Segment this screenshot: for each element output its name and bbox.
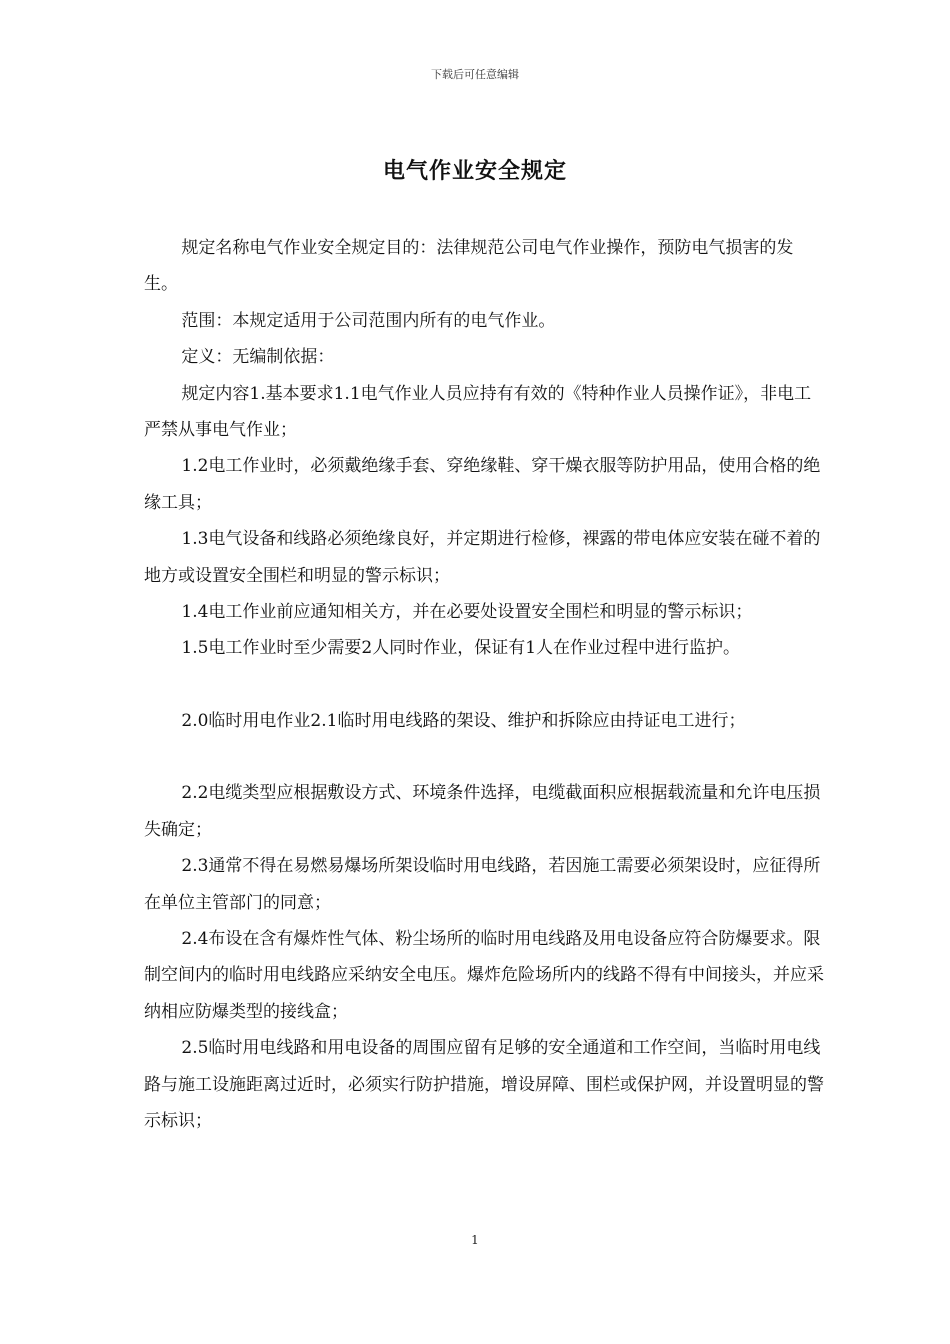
paragraph-purpose: 规定名称电气作业安全规定目的：法律规范公司电气作业操作，预防电气损害的发生。	[144, 238, 794, 295]
paragraph-scope: 范围：本规定适用于公司范围内所有的电气作业。	[181, 310, 556, 331]
document-title: 电气作业安全规定	[382, 159, 567, 184]
paragraph-2-4: 2.4布设在含有爆炸性气体、粉尘场所的临时用电线路及用电设备应符合防爆要求。限制空间内的临时用电线路应采纳安全电压。爆炸危险场所内的线路不得有中间接头，并应采纳相应防爆类型的接线盒；	[144, 928, 824, 1022]
paragraph-1-1: 规定内容1.基本要求1.1电气作业人员应持有有效的《特种作业人员操作证》，非电工严禁从事电气作业；	[144, 383, 812, 441]
paragraph-definition: 定义：无编制依据：	[181, 347, 335, 368]
paragraph-2-2: 2.2电缆类型应根据敷设方式、环境条件选择，电缆截面积应根据载流量和允许电压损失确定；	[144, 783, 821, 840]
paragraph-2-1: 2.0临时用电作业2.1临时用电线路的架设、维护和拆除应由持证电工进行；	[181, 710, 746, 731]
document-body	[144, 230, 824, 1139]
page-header-note: 下载后可任意编辑	[431, 68, 519, 81]
paragraph-1-5: 1.5电工作业时至少需要2人同时作业，保证有1人在作业过程中进行监护。	[181, 638, 741, 659]
paragraph-2-3: 2.3通常不得在易燃易爆场所架设临时用电线路，若因施工需要必须架设时，应征得所在单位主管部门的同意；	[144, 856, 821, 913]
paragraph-2-5: 2.5临时用电线路和用电设备的周围应留有足够的安全通道和工作空间，当临时用电线路与施工设施距离过近时，必须实行防护措施，增设屏障、围栏或保护网，并设置明显的警示标识；	[144, 1038, 824, 1131]
paragraph-1-3: 1.3电气设备和线路必须绝缘良好，并定期进行检修，裸露的带电体应安装在碰不着的地方或设置安全围栏和明显的警示标识；	[144, 529, 821, 586]
page-number: 1	[471, 1233, 479, 1247]
paragraph-1-4: 1.4电工作业前应通知相关方，并在必要处设置安全围栏和明显的警示标识；	[181, 602, 753, 623]
paragraph-1-2: 1.2电工作业时，必须戴绝缘手套、穿绝缘鞋、穿干燥衣服等防护用品，使用合格的绝缘工具；	[144, 456, 821, 513]
